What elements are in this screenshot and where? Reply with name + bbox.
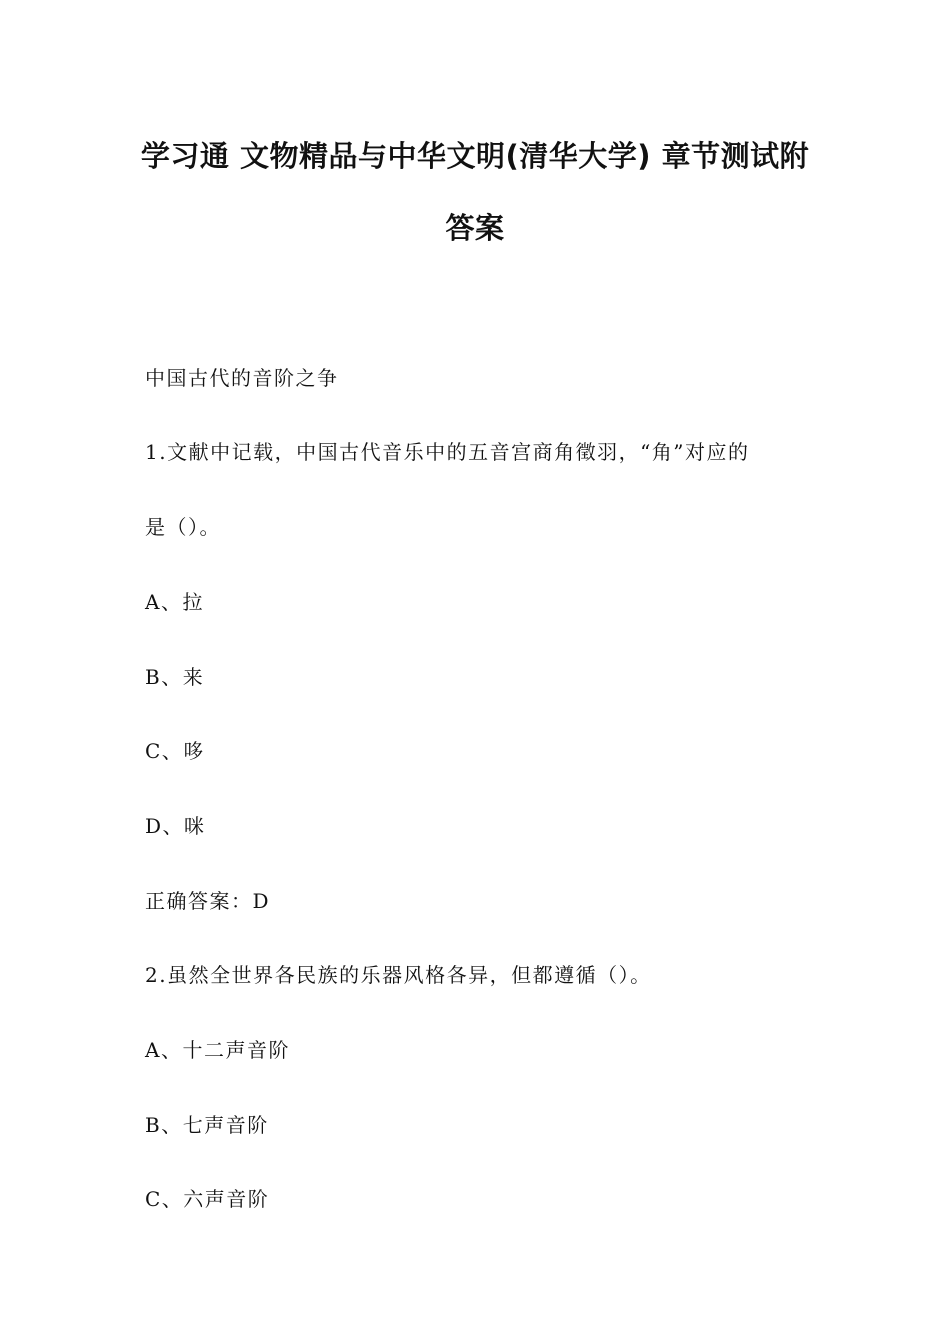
question-2-option-c: C、六声音阶 [145,1187,270,1211]
question-1-option-d: D、咪 [145,814,206,838]
section-heading: 中国古代的音阶之争 [145,366,339,390]
question-1-option-c: C、哆 [145,739,205,763]
document-title-line-1: 学习通 文物精品与中华文明(清华大学) 章节测试附 [140,139,810,173]
question-1-option-a: A、拉 [145,590,204,614]
document-title-line-2: 答案 [445,211,505,245]
question-1-option-b: B、来 [145,665,205,689]
question-2-option-b: B、七声音阶 [145,1113,269,1137]
question-1-stem-line-1: 1.文献中记载，中国古代音乐中的五音宫商角徵羽，“角”对应的 [145,440,750,464]
question-2-option-a: A、十二声音阶 [145,1038,290,1062]
question-1-answer: 正确答案：D [145,889,271,913]
question-1-stem-line-2: 是（）。 [145,515,221,539]
question-2-stem-line-1: 2.虽然全世界各民族的乐器风格各异，但都遵循（）。 [145,963,652,987]
